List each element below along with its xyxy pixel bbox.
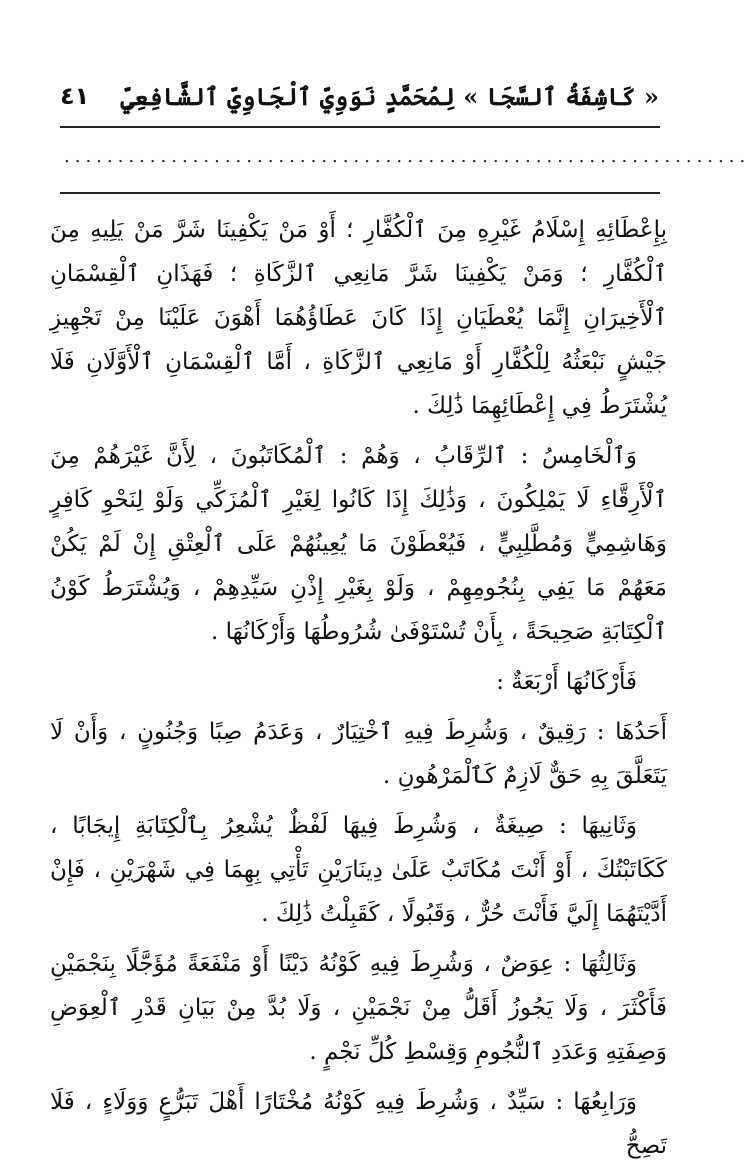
footnote-rule	[60, 192, 660, 194]
paragraph-second-pillar: وَثَانِيهَا : صِيغَةٌ ، وَشُرِطَ فِيهَا لَفْظٌ يُشْعِرُ بِٱلْكِتَابَةِ إِيجَابًا ، كَكَاتَبْتُكَ ، أَوْ أَنْتَ مُكَاتَبٌ عَلَىٰ دِينَارَيْنِ تَأْتِي بِهِمَا فِي شَهْرَيْنِ ، فَإِنْ أَدَّيْتَهُمَا إِلَيَّ فَأَنْتَ حُرٌّ ، وَقَبُولًا ، كَقَبِلْتُ ذَٰلِكَ .	[50, 813, 667, 927]
header-rule	[60, 126, 660, 128]
separator-dots: ................................................................	[64, 146, 750, 167]
paragraph-fourth-pillar: وَرَابِعُهَا : سَيِّدٌ ، وَشُرِطَ فِيهِ كَوْنُهُ مُخْتَارًا أَهْلَ تَبَرُّعٍ وَوَلَاءٍ ، فَلَا تَصِحُّ	[50, 1089, 667, 1159]
paragraph-third-pillar: وَثَالِثُهَا : عِوَضٌ ، وَشُرِطَ فِيهِ كَوْنُهُ دَيْنًا أَوْ مَنْفَعَةً مُؤَجَّلًا بِنَجْمَيْنِ فَأَكْثَرَ ، وَلَا يَجُوزُ أَقَلُّ مِنْ نَجْمَيْنِ ، وَلَا بُدَّ مِنْ بَيَانِ قَدْرِ ٱلْعِوَضِ وَصِفَتِهِ وَعَدَدِ ٱلنُّجُومِ وَقِسْطِ كُلِّ نَجْمٍ .	[50, 951, 667, 1065]
page-number: ٤١	[60, 82, 90, 110]
body-text	[50, 208, 667, 1174]
paragraph-first-pillar: أَحَدُهَا : رَقِيقٌ ، وَشُرِطَ فِيهِ ٱخْتِيَارٌ ، وَعَدَمُ صِبًا وَجُنُونٍ ، وَأَنْ لَا يَتَعَلَّقَ بِهِ حَقٌّ لَازِمٌ كَٱلْمَرْهُونِ .	[50, 719, 667, 789]
paragraph-continuation: بِإِعْطَائِهِ إِسْلَامُ غَيْرِهِ مِنَ ٱلْكُفَّارِ ؛ أَوْ مَنْ يَكْفِينَا شَرَّ مَنْ يَلِيهِ مِنَ ٱلْكُفَّارِ ؛ وَمَنْ يَكْفِينَا شَرَّ مَانِعِي ٱلزَّكَاةِ ؛ فَهَذَانِ ٱلْقِسْمَانِ ٱلْأَخِيرَانِ إِنَّمَا يُعْطَيَانِ إِذَا كَانَ عَطَاؤُهُمَا أَهْوَنَ عَلَيْنَا مِنْ تَجْهِيزِ جَيْشٍ نَبْعَثُهُ لِلْكُفَّارِ أَوْ مَانِعِي ٱلزَّكَاةِ ، أَمَّا ٱلْقِسْمَانِ ٱلْأَوَّلَانِ فَلَا يُشْتَرَطُ فِي إِعْطَائِهِمَا ذَٰلِكَ .	[50, 217, 667, 419]
running-title: « كَاشِفَةُ ٱلسَّجَا » لِمُحَمَّدٍ نَوَوِيِّ ٱلْجَاوِيِّ ٱلشَّافِعِيِّ	[120, 81, 659, 111]
paragraph-fifth-category: وَٱلْخَامِسُ : ٱلرِّقَابُ ، وَهُمْ : ٱلْمُكَاتَبُونَ ، لِأَنَّ غَيْرَهُمْ مِنَ ٱلْأَرِقَّاءِ لَا يَمْلِكُونَ ، وَذَٰلِكَ إِذَا كَانُوا لِغَيْرِ ٱلْمُزَكِّي وَلَوْ لِنَحْوِ كَافِرٍ وَهَاشِمِيٍّ وَمُطَّلِبِيٍّ ، فَيُعْطَوْنَ مَا يُعِينُهُمْ عَلَى ٱلْعِتْقِ إِنْ لَمْ يَكُنْ مَعَهُمْ مَا يَفِي بِنُجُومِهِمْ ، وَلَوْ بِغَيْرِ إِذْنِ سَيِّدِهِمْ ، وَيُشْتَرَطُ كَوْنُ ٱلْكِتَابَةِ صَحِيحَةً ، بِأَنْ تُسْتَوْفَىٰ شُرُوطُهَا وَأَرْكَانُهَا .	[50, 443, 667, 645]
paragraph-pillars-heading: فَأَرْكَانُهَا أَرْبَعَةٌ :	[496, 669, 637, 695]
page-header	[60, 74, 659, 118]
